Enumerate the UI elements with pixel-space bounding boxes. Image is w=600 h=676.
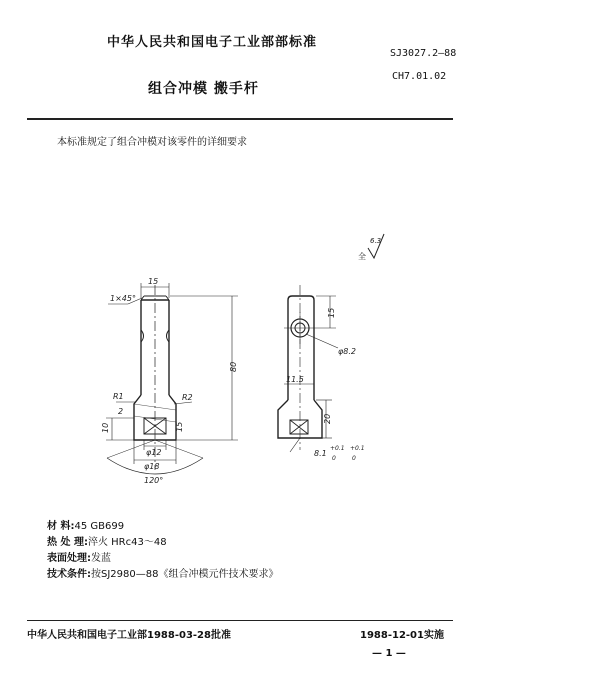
dim-d12: φ12 bbox=[146, 448, 162, 457]
spec-material bbox=[47, 517, 124, 532]
standard-number: SJ3027.2—88 bbox=[390, 48, 457, 59]
approval-note: 中华人民共和国电子工业部1988-03-28批准 bbox=[27, 630, 231, 641]
part-code: CH7.01.02 bbox=[392, 71, 447, 82]
spec-surface-treatment bbox=[47, 549, 111, 564]
dim-length: 80 bbox=[229, 361, 238, 372]
dim-r1: R1 bbox=[113, 392, 124, 401]
roughness-prefix: 全 bbox=[358, 252, 366, 261]
side-tol-b: 0 bbox=[332, 455, 336, 462]
document-title: 组合冲模 搬手杆 bbox=[148, 81, 259, 97]
dim-r2: R2 bbox=[182, 393, 193, 402]
spec-technical-conditions bbox=[47, 565, 278, 580]
side-dim-115: 11.5 bbox=[286, 375, 304, 384]
side-tol-d: 0 bbox=[352, 455, 356, 462]
dim-10: 10 bbox=[101, 422, 110, 433]
dim-2: 2 bbox=[118, 407, 124, 416]
spec-value: 淬火 HRc43～48 bbox=[87, 537, 167, 548]
spec-value: 45 GB699 bbox=[74, 521, 125, 532]
page-number: — 1 — bbox=[372, 648, 406, 659]
side-tol-c: +0.1 bbox=[350, 445, 365, 452]
spec-value: 按SJ2980—88《组合冲模元件技术要求》 bbox=[91, 569, 279, 580]
side-dim-15: 15 bbox=[327, 307, 336, 318]
dim-width: 15 bbox=[148, 277, 159, 286]
side-tol-a: +0.1 bbox=[330, 445, 345, 452]
spec-label: 技术条件: bbox=[47, 569, 91, 580]
dim-d18: φ18 bbox=[144, 462, 160, 471]
spec-heat-treatment bbox=[47, 533, 167, 548]
spec-value: 发蓝 bbox=[91, 553, 111, 564]
spec-label: 热 处 理: bbox=[47, 537, 88, 548]
side-hole: φ8.2 bbox=[338, 347, 356, 356]
roughness-value: 6.3 bbox=[370, 237, 382, 245]
dim-15-lower: 15 bbox=[175, 421, 184, 432]
side-dim-20: 20 bbox=[323, 413, 332, 424]
spec-label: 材 料: bbox=[47, 521, 75, 532]
side-d1: 8.1 bbox=[314, 449, 327, 458]
dim-chamfer: 1×45° bbox=[110, 294, 136, 303]
dim-angle: 120° bbox=[144, 476, 164, 485]
spec-label: 表面处理: bbox=[47, 553, 91, 564]
footer-divider bbox=[27, 620, 453, 621]
scope-statement: 本标准规定了组合冲模对该零件的详细要求 bbox=[57, 137, 247, 148]
effective-date: 1988-12-01实施 bbox=[360, 630, 444, 641]
issuing-ministry: 中华人民共和国电子工业部部标准 bbox=[107, 35, 318, 50]
